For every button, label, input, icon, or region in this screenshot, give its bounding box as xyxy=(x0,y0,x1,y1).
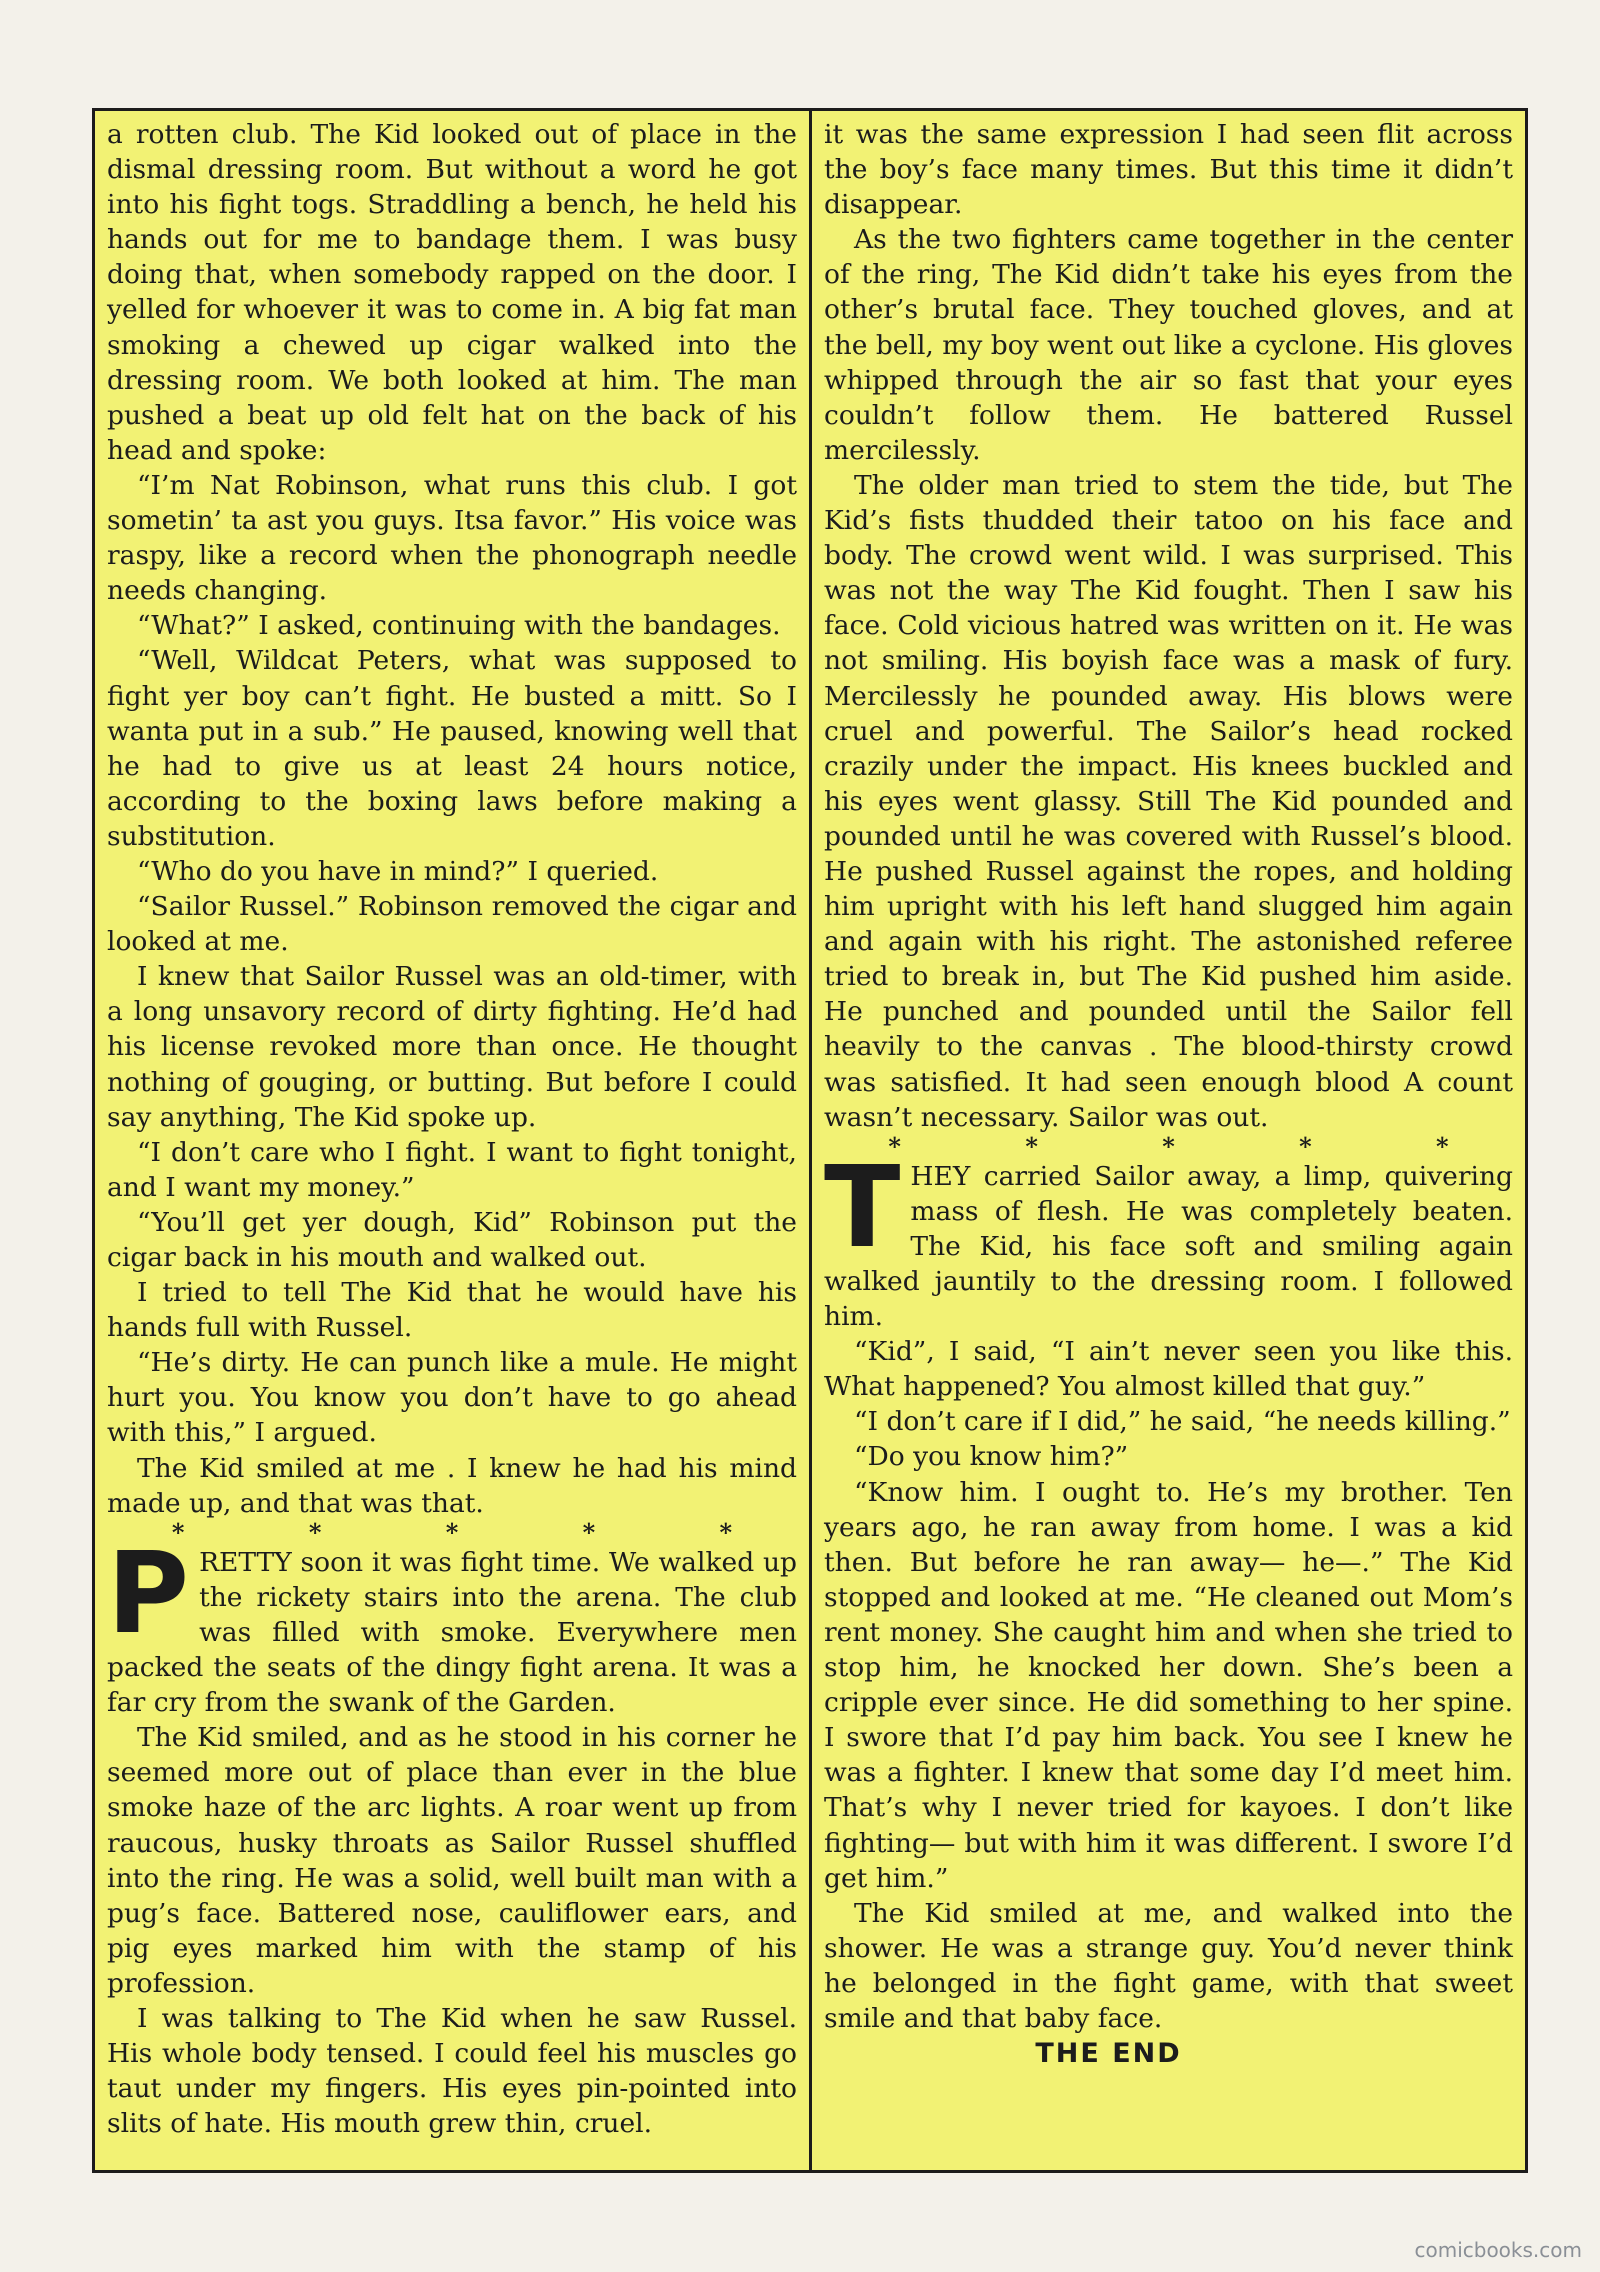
paragraph: I was talking to The Kid when he saw Russel. His whole body tensed. I could feel his muscles go taut under my fingers. His eyes pin-pointed into slits of hate. His mouth grew thin, cruel. xyxy=(107,2002,797,2140)
paragraph: As the two fighters came together in the center of the ring, The Kid didn’t take his eyes from the other’s brutal face. They touched gloves, and at the bell, my boy went out like a cyclone. His gloves whipped through the air so fast that your eyes couldn’t follow them. He battered Russel mercilessly. xyxy=(824,224,1513,466)
paragraph: “Well, Wildcat Peters, what was supposed to fight yer boy can’t fight. He busted a mitt. So I wanta put in a sub.” He paused, knowing well that he had to give us at least 24 hours notice, according to the boxing laws before making a substitution. xyxy=(107,645,797,852)
drop-cap: T xyxy=(824,1142,901,1273)
story-page xyxy=(92,108,1528,2173)
paragraph: The Kid smiled, and as he stood in his corner he seemed more out of place than ever in the blue smoke haze of the arc lights. A roar went up from raucous, husky throats as Sailor Russel shuffled into the ring. He was a solid, well built man with a pug’s face. Battered nose, cauliflower ears, and pig eyes marked him with the stamp of his profession. xyxy=(107,1722,797,1999)
paragraph: “I don’t care if I did,” he said, “he needs killing.” xyxy=(854,1406,1511,1438)
paragraph: it was the same expression I had seen flit across the boy’s face many times. But this time it didn’t disappear. xyxy=(824,119,1513,221)
left-column-text xyxy=(107,117,797,2141)
watermark-text: comicbooks.com xyxy=(1414,2238,1582,2262)
paragraph: “Know him. I ought to. He’s my brother. Ten years ago, he ran away from home. I was a kid then. But before he ran away— he—.” The Kid stopped and looked at me. “He cleaned out Mom’s rent money. She caught him and when she tried to stop him, he knocked her down. She’s been a cripple ever since. He did something to her spine. I swore that I’d pay him back. You see I knew he was a fighter. I knew that some day I’d meet him. That’s why I never tried for kayoes. I don’t like fighting— but with him it was different. I swore I’d get him.” xyxy=(824,1476,1513,1894)
left-column xyxy=(95,111,812,2170)
section-divider-stars: * * * * * xyxy=(171,1517,791,1547)
paragraph: “Kid”, I said, “I ain’t never seen you like this. What happened? You almost killed that guy.” xyxy=(824,1336,1513,1403)
paragraph: “What?” I asked, continuing with the bandages. xyxy=(137,610,781,642)
paragraph-text: RETTY soon it was fight time. We walked up the rickety stairs into the arena. The club was filled with smoke. Everywhere men packed the seats of the dingy fight arena. It was a far cry from the swank of the Garden. xyxy=(107,1546,797,1719)
paragraph-with-dropcap xyxy=(824,1142,1513,1334)
paragraph: “Sailor Russel.” Robinson removed the cigar and looked at me. xyxy=(107,891,797,958)
paragraph: “I don’t care who I fight. I want to fight tonight, and I want my money.” xyxy=(107,1136,797,1203)
right-column xyxy=(812,111,1525,2170)
right-column-text xyxy=(824,117,1513,2072)
paragraph: The Kid smiled at me . I knew he had his mind made up, and that was that. xyxy=(107,1452,797,1519)
paragraph-text: HEY carried Sailor away, a limp, quivering mass of flesh. He was completely beaten. The Kid, his face soft and smiling again walked jauntily to the dressing room. I followed him. xyxy=(824,1160,1513,1333)
paragraph: “I’m Nat Robinson, what runs this club. I got sometin’ ta ast you guys. Itsa favor.” His voice was raspy, like a record when the phonograph needle needs changing. xyxy=(107,469,797,607)
paragraph: “You’ll get yer dough, Kid” Robinson put the cigar back in his mouth and walked out. xyxy=(107,1206,797,1273)
paragraph: “He’s dirty. He can punch like a mule. He might hurt you. You know you don’t have to go ahead with this,” I argued. xyxy=(107,1347,797,1449)
paragraph: a rotten club. The Kid looked out of place in the dismal dressing room. But without a word he got into his fight togs. Straddling a bench, he held his hands out for me to bandage them. I was busy doing that, when somebody rapped on the door. I yelled for whoever it was to come in. A big fat man smoking a chewed up cigar walked into the dressing room. We both looked at him. The man pushed a beat up old felt hat on the back of his head and spoke: xyxy=(107,119,797,466)
paragraph: I tried to tell The Kid that he would have his hands full with Russel. xyxy=(107,1277,797,1344)
the-end-label: THE END xyxy=(1035,2038,1182,2070)
paragraph: The Kid smiled at me, and walked into the shower. He was a strange guy. You’d never think he belonged in the fight game, with that sweet smile and that baby face. xyxy=(824,1897,1513,2034)
paragraph-with-dropcap xyxy=(107,1528,797,1720)
section-divider-stars: * * * * * xyxy=(888,1131,1507,1161)
paragraph: “Do you know him?” xyxy=(854,1441,1129,1473)
paragraph: I knew that Sailor Russel was an old-timer, with a long unsavory record of dirty fighting. He’d had his license revoked more than once. He thought nothing of gouging, or butting. But before I could say anything, The Kid spoke up. xyxy=(107,961,797,1133)
paragraph: “Who do you have in mind?” I queried. xyxy=(137,855,659,887)
drop-cap: P xyxy=(107,1528,190,1659)
paragraph: The older man tried to stem the tide, but The Kid’s fists thudded their tatoo on his face and body. The crowd went wild. I was surprised. This was not the way The Kid fought. Then I saw his face. Cold vicious hatred was written on it. He was not smiling. His boyish face was a mask of fury. Mercilessly he pounded away. His blows were cruel and powerful. The Sailor’s head rocked crazily under the impact. His knees buckled and his eyes went glassy. Still The Kid pounded and pounded until he was covered with Russel’s blood. He pushed Russel against the ropes, and holding him upright with his left hand slugged him again and again with his right. The astonished referee tried to break in, but The Kid pushed him aside. He punched and pounded until the Sailor fell heavily to the canvas . The blood-thirsty crowd was satisfied. It had seen enough blood A count wasn’t necessary. Sailor was out. xyxy=(824,469,1513,1133)
